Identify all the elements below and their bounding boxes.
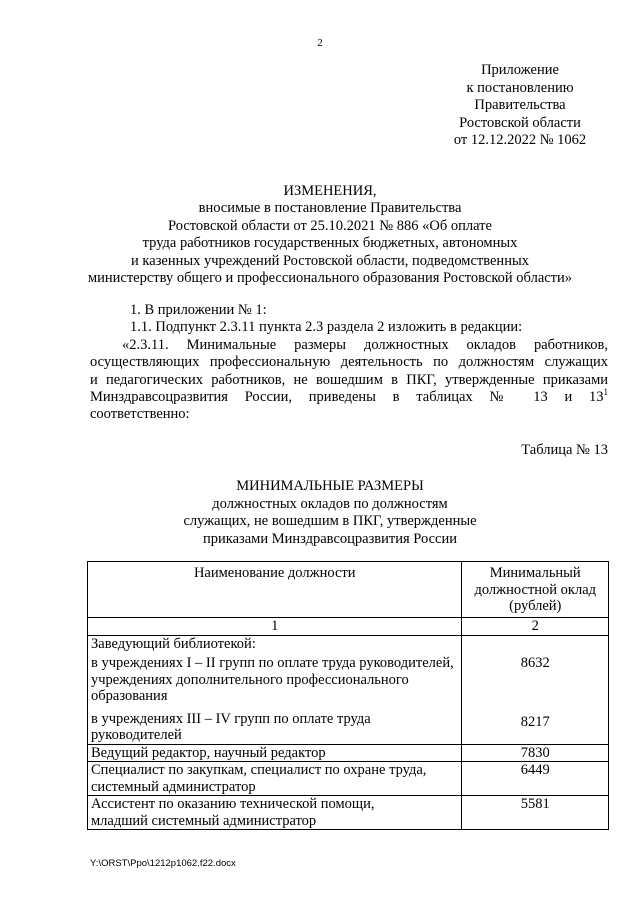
column-number: 1 bbox=[88, 618, 462, 636]
table-title-line: МИНИМАЛЬНЫЕ РАЗМЕРЫ bbox=[236, 478, 424, 494]
quote-last: соответственно: bbox=[90, 406, 190, 423]
cell-line: Ведущий редактор, научный редактор bbox=[91, 744, 326, 761]
appendix-line: к постановлению bbox=[466, 79, 574, 96]
cell-line: образования bbox=[91, 688, 168, 704]
value: 8632 bbox=[520, 655, 550, 671]
table-label: Таблица № 13 bbox=[521, 442, 608, 458]
cell-line: Специалист по закупкам, специалист по охране труда, bbox=[91, 762, 427, 778]
table-header-row bbox=[88, 562, 609, 618]
cell-line: учреждениях дополнительного профессионального bbox=[91, 671, 409, 688]
cell-line: в учреждениях I – II групп по оплате труда руководителей, bbox=[91, 655, 454, 671]
cell-line: Ассистент по оказанию технической помощи, bbox=[91, 796, 375, 812]
changes-title-line: министерству общего и профессионального образования Ростовской области» bbox=[87, 270, 573, 287]
row-value-cell bbox=[462, 635, 609, 744]
header-cell bbox=[462, 562, 609, 618]
table-title-line: приказами Минздравсоцразвития России bbox=[202, 530, 458, 547]
item-1-1: 1.1. Подпункт 2.3.11 пункта 2.3 раздела 2 изложить в редакции: bbox=[130, 319, 523, 336]
appendix-line: Приложение bbox=[481, 62, 559, 78]
quote-line: осуществляющих профессиональную деятельность по должностям служащих bbox=[90, 354, 608, 371]
appendix-block bbox=[405, 62, 635, 150]
appendix-line: от 12.12.2022 № 1062 bbox=[453, 132, 587, 148]
appendix-line: Ростовской области bbox=[459, 114, 581, 131]
table-row bbox=[88, 762, 609, 796]
row-value-cell: 7830 bbox=[462, 744, 609, 762]
column-number: 2 bbox=[462, 618, 609, 636]
changes-title-line: ИЗМЕНЕНИЯ, bbox=[283, 183, 377, 199]
row-name-cell bbox=[88, 762, 462, 796]
salary-table bbox=[87, 561, 609, 830]
changes-title-line: труда работников государственных бюджетных, автономных bbox=[142, 235, 518, 252]
cell-line: системный администратор bbox=[91, 778, 256, 795]
superscript: 1 bbox=[603, 387, 608, 398]
header-cell: Наименование должности bbox=[88, 562, 462, 618]
changes-title-line: Ростовской области от 25.10.2021 № 886 «Об оплате bbox=[168, 217, 492, 234]
group-subrow bbox=[91, 652, 458, 705]
page-number: 2 bbox=[317, 37, 323, 49]
group-title: Заведующий библиотекой: bbox=[91, 635, 256, 652]
header-line: Минимальный bbox=[489, 565, 581, 581]
header-line: (рублей) bbox=[509, 598, 562, 614]
changes-title-line: и казенных учреждений Ростовской области, подведомственных bbox=[131, 252, 529, 269]
cell-line: младший системный администратор bbox=[91, 812, 317, 829]
table-row bbox=[88, 635, 609, 744]
footer-file-path: Y:\ORST\Ppo\1212p1062.f22.docx bbox=[90, 858, 236, 869]
column-number-row bbox=[88, 618, 609, 636]
table-row bbox=[88, 796, 609, 830]
table-title-line: служащих, не вошедшим в ПКГ, утвержденные bbox=[183, 513, 477, 530]
quote-line: Минздравсоцразвития России, приведены в таблицах № 13 и 13 bbox=[90, 389, 604, 406]
changes-title bbox=[60, 183, 600, 287]
row-value-cell: 5581 bbox=[462, 796, 609, 830]
row-value-cell: 6449 bbox=[462, 762, 609, 796]
cell-line: руководителей bbox=[91, 727, 182, 743]
cell-line: в учреждениях III – IV групп по оплате труда bbox=[91, 710, 371, 727]
row-name-cell bbox=[88, 635, 462, 744]
group-subrow bbox=[91, 705, 458, 744]
changes-title-line: вносимые в постановление Правительства bbox=[198, 200, 462, 217]
quote-line-sup bbox=[90, 389, 608, 406]
row-name-cell bbox=[88, 796, 462, 830]
quote-line: и педагогических работников, не вошедшим в ПКГ, утвержденные приказами bbox=[90, 371, 608, 388]
item-1: 1. В приложении № 1: bbox=[130, 302, 267, 318]
table-row bbox=[88, 744, 609, 762]
quote-line: «2.3.11. Минимальные размеры должностных окладов работников, bbox=[122, 336, 608, 353]
table-title-line: должностных окладов по должностям bbox=[212, 495, 448, 512]
appendix-line: Правительства bbox=[474, 97, 566, 113]
value: 8217 bbox=[520, 713, 550, 730]
row-name-cell bbox=[88, 744, 462, 762]
body-text bbox=[90, 302, 608, 424]
header-line: должностной оклад bbox=[474, 581, 597, 598]
table-title bbox=[60, 478, 600, 548]
